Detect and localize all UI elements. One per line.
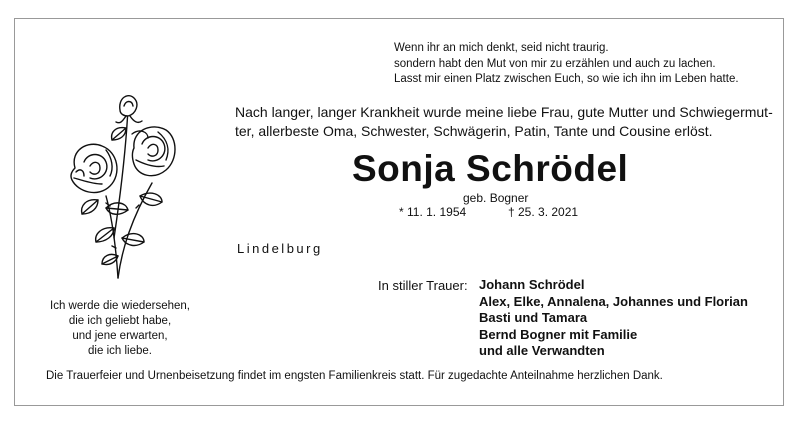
mourner: Bernd Bogner mit Familie <box>479 326 638 342</box>
quote-line: die ich geliebt habe, <box>68 315 172 327</box>
mourner: und alle Verwandten <box>479 343 605 358</box>
place-name: Lindelburg <box>237 241 323 256</box>
rose-illustration-icon <box>40 88 180 288</box>
poem-line: Wenn ihr an mich denkt, seid nicht traurig. <box>394 42 609 54</box>
mourners-list <box>479 277 748 360</box>
quote-line: Ich werde die wiedersehen, <box>50 300 190 312</box>
quote-line: die ich liebe. <box>88 345 152 357</box>
footer-text: Die Trauerfeier und Urnenbeisetzung findet im engsten Familienkreis statt. Für zugedachte Anteilnahme herzlichen Dank. <box>46 370 663 382</box>
mourner: Alex, Elke, Annalena, Johannes und Florian <box>479 293 748 309</box>
intro-line: Nach langer, langer Krankheit wurde meine liebe Frau, gute Mutter und Schwiegermut- <box>235 104 773 120</box>
mourners-label: In stiller Trauer: <box>378 278 468 293</box>
poem <box>394 41 739 88</box>
deceased-name: Sonja Schrödel <box>352 148 629 189</box>
death-date: † 25. 3. 2021 <box>508 205 579 219</box>
mourner: Basti und Tamara <box>479 310 588 325</box>
quote <box>30 299 210 359</box>
birth-date: * 11. 1. 1954 <box>399 205 467 219</box>
quote-line: und jene erwarten, <box>72 330 168 342</box>
intro-text <box>235 103 773 141</box>
intro-line: ter, allerbeste Oma, Schwester, Schwägerin, Patin, Tante und Cousine erlöst. <box>235 123 713 139</box>
mourner: Johann Schrödel <box>479 277 585 292</box>
poem-line: Lasst mir einen Platz zwischen Euch, so wie ich ihn im Leben hatte. <box>394 73 739 85</box>
born-name: geb. Bogner <box>463 191 529 205</box>
poem-line: sondern habt den Mut von mir zu erzählen und auch zu lachen. <box>394 57 716 70</box>
